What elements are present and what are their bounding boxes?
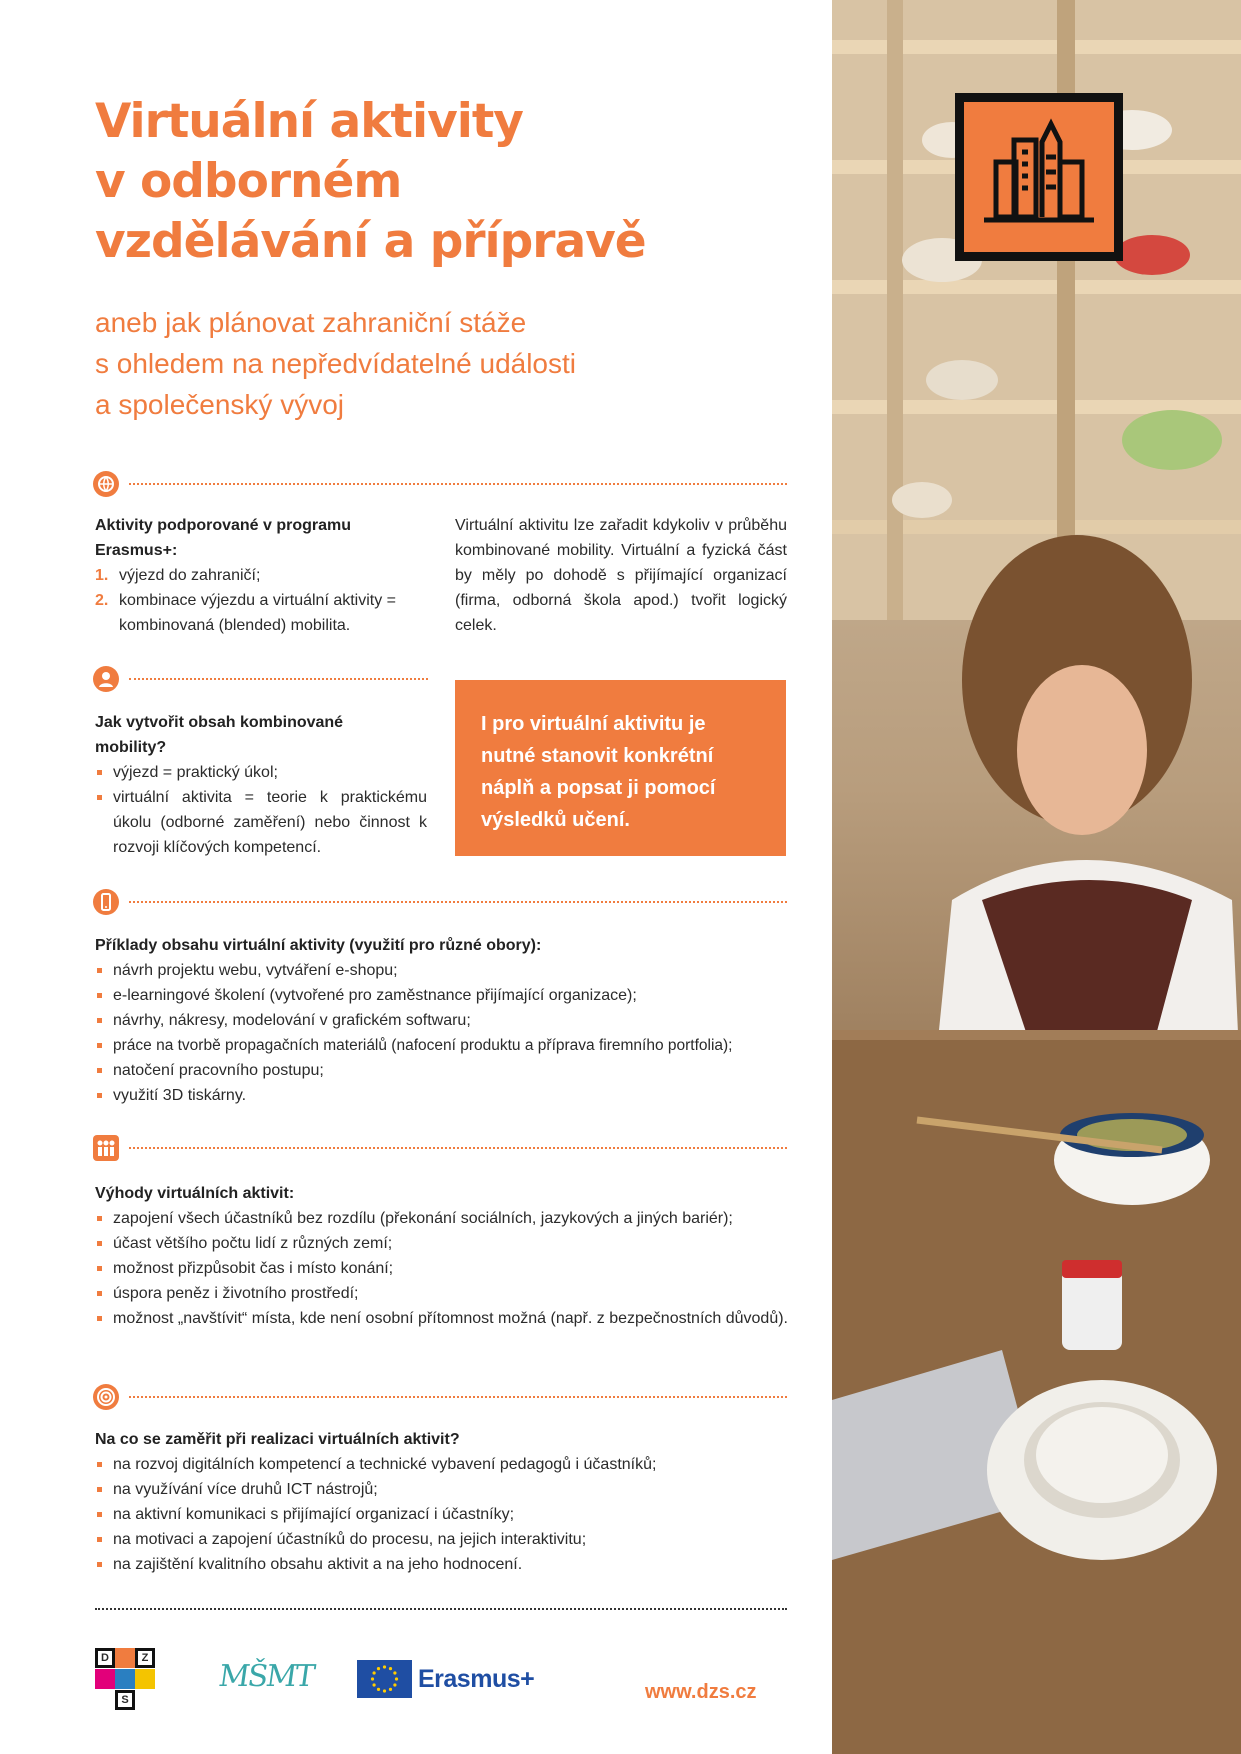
dotted-rule: [129, 678, 428, 680]
list-item: návrh projektu webu, vytváření e-shopu;: [95, 958, 795, 983]
footer-divider: [95, 1608, 787, 1610]
list-item: na aktivní komunikaci s přijímající organizací i účastníky;: [95, 1502, 795, 1527]
pottery-workshop-photo: [832, 0, 1241, 1754]
person-icon: [93, 666, 119, 692]
list-item: na zajištění kvalitního obsahu aktivit a na jeho hodnocení.: [95, 1552, 795, 1577]
erasmus-logo: Erasmus+: [357, 1659, 534, 1699]
list-item: návrhy, nákresy, modelování v grafickém softwaru;: [95, 1008, 795, 1033]
section-divider: [93, 1135, 787, 1161]
section-divider: [93, 889, 787, 915]
section-divider: [93, 471, 787, 497]
phone-icon: [93, 889, 119, 915]
numbered-list: [95, 563, 431, 638]
list-item: na rozvoj digitálních kompetencí a technické vybavení pedagogů i účastníků;: [95, 1452, 795, 1477]
globe-icon: [93, 471, 119, 497]
section-divider: [93, 1384, 787, 1410]
city-buildings-icon: [964, 102, 1114, 252]
dotted-rule: [129, 901, 787, 903]
bullet-list: [95, 760, 427, 860]
dotted-rule: [129, 483, 787, 485]
target-icon: [93, 1384, 119, 1410]
section-heading: Jak vytvořit obsah kombinované mobility?: [95, 714, 344, 756]
bullet-list: [95, 1452, 795, 1577]
title-line: v odborném: [95, 154, 402, 209]
list-item: virtuální aktivita = teorie k praktickému úkolu (odborné zaměření) nebo činnost k rozvoji klíčových kompetencí.: [95, 785, 427, 860]
title-line: vzdělávání a přípravě: [95, 214, 646, 269]
list-item: na motivaci a zapojení účastníků do procesu, na jejich interaktivitu;: [95, 1527, 795, 1552]
msmt-logo: MŠMT: [216, 1659, 316, 1694]
bullet-list: [95, 958, 795, 1108]
section-heading: Aktivity podporované v programu Erasmus+:: [95, 517, 352, 559]
subtitle-line: aneb jak plánovat zahraniční stáže: [95, 307, 527, 338]
dzs-logo: D Z S: [95, 1648, 155, 1710]
list-item: účast většího počtu lidí z různých zemí;: [95, 1231, 795, 1256]
section-heading: Výhody virtuálních aktivit:: [95, 1185, 295, 1202]
dotted-rule: [129, 1147, 787, 1149]
title-line: Virtuální aktivity: [95, 94, 523, 149]
callout-box: I pro virtuální aktivitu je nutné stanovit konkrétní náplň a popsat ji pomocí výsledků učení.: [455, 680, 786, 856]
list-item: zapojení všech účastníků bez rozdílu (překonání sociálních, jazykových a jiných bariér);: [95, 1206, 795, 1231]
list-item: na využívání více druhů ICT nástrojů;: [95, 1477, 795, 1502]
list-item: možnost „navštívit“ místa, kde není osobní přítomnost možná (např. z bezpečnostních důvodů).: [95, 1306, 795, 1331]
photo-panel: [832, 0, 1241, 1754]
list-item: 2. kombinace výjezdu a virtuální aktivity = kombinovaná (blended) mobilita.: [95, 592, 397, 634]
side-paragraph: Virtuální aktivitu lze zařadit kdykoliv v průběhu kombinované mobility. Virtuální a fyzická část by měly po dohodě s přijímající organizací (firma, odborná škola apod.) tvořit logický celek.: [455, 517, 787, 634]
section-heading: Na co se zaměřit při realizaci virtuálních aktivit?: [95, 1431, 460, 1448]
list-item: využití 3D tiskárny.: [95, 1083, 795, 1108]
footer: [95, 1645, 787, 1715]
subtitle-line: s ohledem na nepředvídatelné události: [95, 348, 577, 379]
list-item: úspora peněz i životního prostředí;: [95, 1281, 795, 1306]
eu-flag-icon: [357, 1660, 412, 1698]
list-item: možnost přizpůsobit čas i místo konání;: [95, 1256, 795, 1281]
website-link[interactable]: www.dzs.cz: [645, 1681, 757, 1703]
bullet-list: [95, 1206, 795, 1331]
page-title: [95, 92, 785, 272]
page-subtitle: [95, 302, 715, 425]
subtitle-line: a společenský vývoj: [95, 389, 345, 420]
list-item: natočení pracovního postupu;: [95, 1058, 795, 1083]
section-heading: Příklady obsahu virtuální aktivity (využití pro různé obory):: [95, 937, 542, 954]
list-item: e-learningové školení (vytvořené pro zaměstnance přijímající organizace);: [95, 983, 795, 1008]
list-item: výjezd = praktický úkol;: [95, 760, 427, 785]
people-icon: [93, 1135, 119, 1161]
list-item: práce na tvorbě propagačních materiálů (nafocení produktu a příprava firemního portfolia);: [95, 1033, 795, 1058]
list-item: 1. výjezd do zahraničí;: [95, 567, 261, 584]
dotted-rule: [129, 1396, 787, 1398]
section-divider: [93, 666, 428, 692]
city-buildings-badge: [955, 93, 1123, 261]
